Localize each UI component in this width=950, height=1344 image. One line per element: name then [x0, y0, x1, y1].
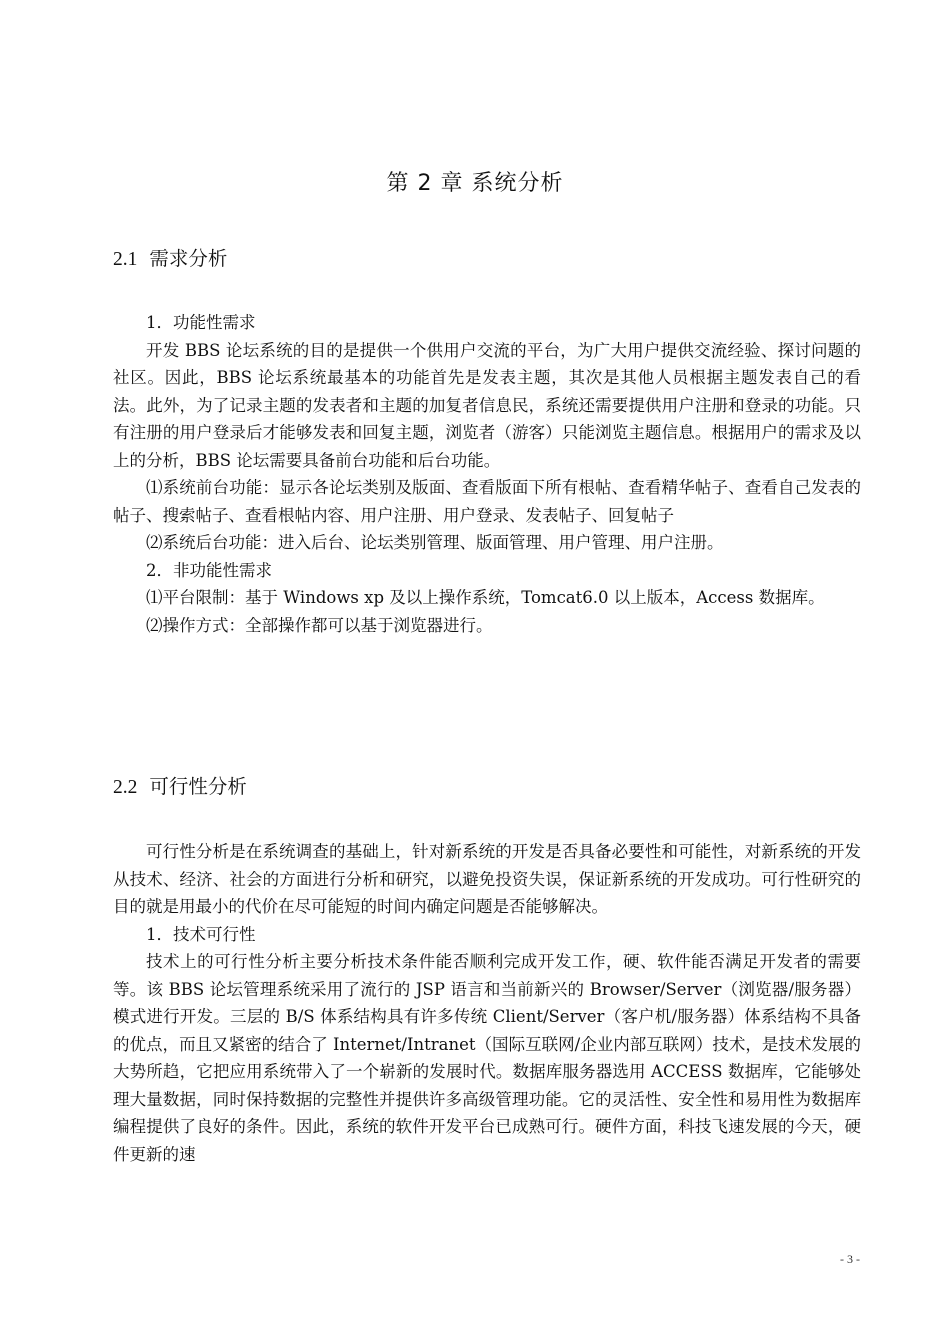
subheading-functional: 1．功能性需求	[146, 313, 256, 332]
list-item-backend: ⑵系统后台功能：进入后台、论坛类别管理、版面管理、用户管理、用户注册。	[146, 533, 724, 552]
section-heading-requirements	[113, 243, 227, 271]
list-item-platform: ⑴平台限制：基于 Windows xp 及以上操作系统，Tomcat6.0 以上版本，Access 数据库。	[146, 588, 825, 607]
section-title: 可行性分析	[149, 775, 247, 798]
page-number: - 3 -	[840, 1252, 860, 1266]
section-heading-feasibility	[113, 771, 247, 799]
feasibility-body	[113, 838, 861, 1168]
subheading-technical: 1．技术可行性	[146, 924, 256, 944]
paragraph: 开发 BBS 论坛系统的目的是提供一个供用户交流的平台，为广大用户提供交流经验、探讨问题的社区。因此，BBS 论坛系统最基本的功能首先是发表主题，其次是其他人员根据主题发表自己的看法。此外，为了记录主题的发表者和主题的加复者信息民，系统还需要提供用户注册和登录的功能。只有注册的用户登录后才能够发表和回复主题，浏览者（游客）只能浏览主题信息。根据用户的需求及以上的分析，BBS 论坛需要具备前台功能和后台功能。	[113, 340, 861, 470]
section-number: 2.2	[113, 777, 138, 798]
paragraph: 技术上的可行性分析主要分析技术条件能否顺利完成开发工作，硬、软件能否满足开发者的需要等。该 BBS 论坛管理系统采用了流行的 JSP 语言和当前新兴的 Browser/Server（浏览器/服务器）模式进行开发。三层的 B/S 体系结构具有许多传统 Client/Server（客户机/服务器）体系结构不具备的优点，而且又紧密的结合了 Internet/Intranet（国际互联网/企业内部互联网）技术，是技术发展的大势所趋，它把应用系统带入了一个崭新的发展时代。数据库服务器选用 ACCESS 数据库，它能够处理大量数据，同时保持数据的完整性并提供许多高级管理功能。它的灵活性、安全性和易用性为数据库编程提供了良好的条件。因此，系统的软件开发平台已成熟可行。硬件方面，科技飞速发展的今天，硬件更新的速	[113, 952, 861, 1164]
section-number: 2.1	[113, 249, 138, 270]
list-item-operation: ⑵操作方式：全部操作都可以基于浏览器进行。	[146, 615, 493, 635]
section-title: 需求分析	[149, 247, 228, 270]
requirements-body	[113, 309, 861, 639]
subheading-nonfunctional: 2．非功能性需求	[146, 560, 272, 580]
paragraph: 可行性分析是在系统调查的基础上，针对新系统的开发是否具备必要性和可能性，对新系统的开发从技术、经济、社会的方面进行分析和研究，以避免投资失误，保证新系统的开发成功。可行性研究的目的就是用最小的代价在尽可能短的时间内确定问题是否能够解决。	[113, 842, 861, 916]
list-item-frontend: ⑴系统前台功能：显示各论坛类别及版面、查看版面下所有根帖、查看精华帖子、查看自己发表的帖子、搜索帖子、查看根帖内容、用户注册、用户登录、发表帖子、回复帖子	[113, 478, 861, 525]
chapter-title: 第 2 章 系统分析	[386, 171, 564, 196]
